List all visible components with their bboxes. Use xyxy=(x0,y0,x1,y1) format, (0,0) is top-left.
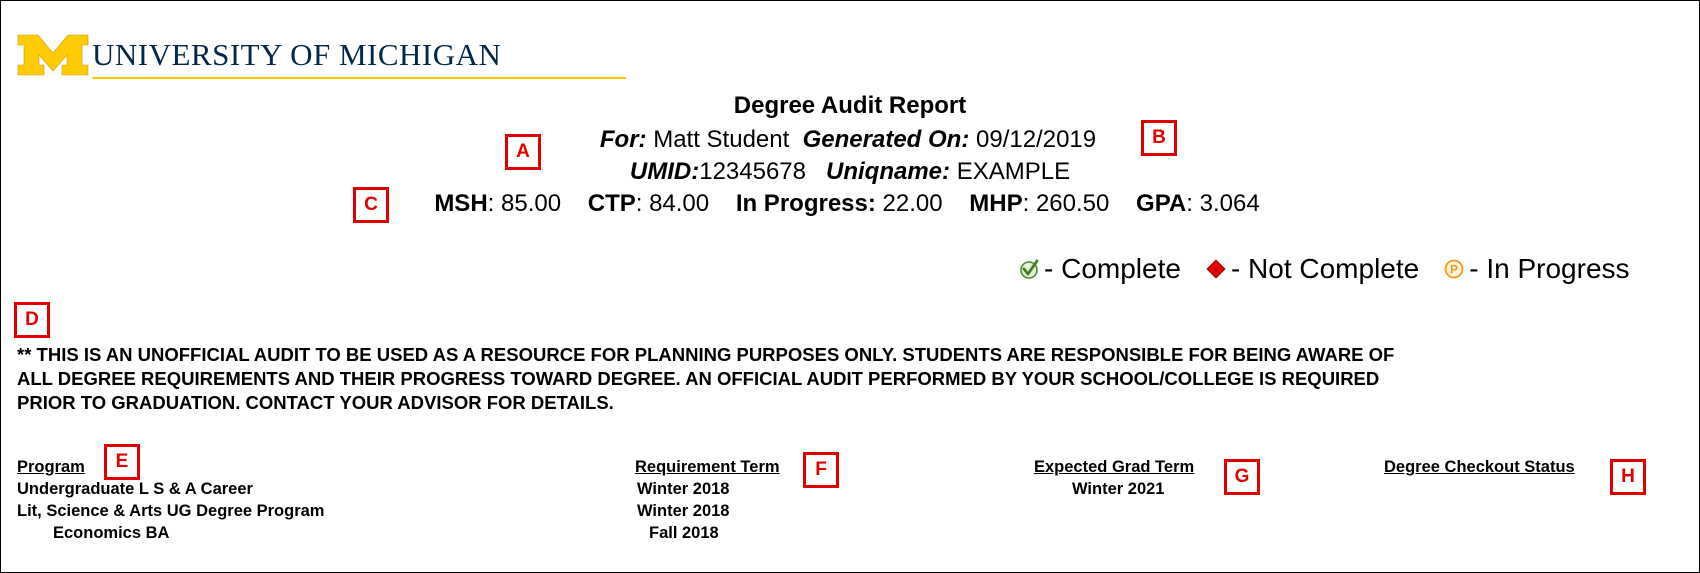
disclaimer-line: ** THIS IS AN UNOFFICIAL AUDIT TO BE USED AS A RESOURCE FOR PLANNING PURPOSES ONLY. STUDENTS ARE RESPONSIBLE FOR BEING AWARE OF xyxy=(17,344,1395,365)
gpa-value: : 3.064 xyxy=(1186,190,1260,217)
requirement-term-row: Fall 2018 xyxy=(649,524,719,542)
generated-date: 09/12/2019 xyxy=(976,126,1097,153)
university-logo xyxy=(16,33,626,83)
callout-marker-f: F xyxy=(803,452,839,488)
mhp-value: : 260.50 xyxy=(1022,190,1110,217)
svg-text:P: P xyxy=(1450,262,1459,277)
in-progress-value: 22.00 xyxy=(882,190,943,217)
requirement-term-column xyxy=(635,456,780,544)
expected-grad-term-column xyxy=(1034,456,1194,500)
check-circle-icon xyxy=(1018,258,1040,280)
program-header: Program xyxy=(17,458,85,476)
callout-marker-h: H xyxy=(1610,459,1646,495)
uniqname-value: EXAMPLE xyxy=(956,158,1071,185)
callout-marker-a: A xyxy=(505,134,541,170)
degree-checkout-status-header: Degree Checkout Status xyxy=(1384,458,1575,476)
expected-grad-term-header: Expected Grad Term xyxy=(1034,458,1195,476)
program-row: Lit, Science & Arts UG Degree Program xyxy=(17,502,325,520)
block-m-icon xyxy=(16,33,90,77)
generated-label: Generated On: xyxy=(802,126,970,153)
in-progress-label: In Progress: xyxy=(735,190,876,217)
degree-checkout-status-column xyxy=(1384,456,1575,478)
callout-marker-e: E xyxy=(104,444,140,480)
student-line xyxy=(0,126,1698,154)
callout-marker-c: C xyxy=(353,187,389,223)
umid-label: UMID: xyxy=(629,158,700,185)
disclaimer-line: PRIOR TO GRADUATION. CONTACT YOUR ADVISOR FOR DETAILS. xyxy=(17,392,614,413)
program-row: Undergraduate L S & A Career xyxy=(17,480,253,498)
program-column xyxy=(17,456,324,544)
umid-value: 12345678 xyxy=(699,158,806,185)
red-diamond-icon xyxy=(1205,258,1227,280)
ctp-value: : 84.00 xyxy=(635,190,710,217)
id-line xyxy=(0,158,1700,186)
stats-line xyxy=(0,190,1697,218)
gpa-label: GPA xyxy=(1136,190,1187,217)
requirement-term-row: Winter 2018 xyxy=(637,480,730,498)
legend-not-complete-label: - Not Complete xyxy=(1230,253,1420,284)
msh-value: : 85.00 xyxy=(487,190,562,217)
status-legend xyxy=(1018,253,1630,285)
disclaimer-line: ALL DEGREE REQUIREMENTS AND THEIR PROGRESS TOWARD DEGREE. AN OFFICIAL AUDIT PERFORMED BY YOUR SCHOOL/COLLEGE IS REQUIRED xyxy=(17,368,1380,389)
requirement-term-row: Winter 2018 xyxy=(637,502,730,520)
mhp-label: MHP xyxy=(969,190,1023,217)
student-name: Matt Student xyxy=(653,126,790,153)
for-label: For: xyxy=(599,126,647,153)
logo-underline xyxy=(92,77,626,79)
unofficial-audit-disclaimer xyxy=(17,343,1677,415)
p-circle-icon xyxy=(1443,258,1465,280)
university-name: UNIVERSITY OF MICHIGAN xyxy=(92,37,502,72)
legend-in-progress-label: - In Progress xyxy=(1469,253,1630,284)
expected-grad-term-row: Winter 2021 xyxy=(1072,480,1165,498)
callout-marker-d: D xyxy=(14,302,50,338)
program-row: Economics BA xyxy=(53,524,170,542)
report-title: Degree Audit Report xyxy=(733,92,967,119)
ctp-label: CTP xyxy=(587,190,636,217)
requirement-term-header: Requirement Term xyxy=(635,458,780,476)
msh-label: MSH xyxy=(434,190,488,217)
uniqname-label: Uniqname: xyxy=(826,158,951,185)
callout-marker-g: G xyxy=(1224,459,1260,495)
legend-complete-label: - Complete xyxy=(1044,253,1181,284)
callout-marker-b: B xyxy=(1141,120,1177,156)
